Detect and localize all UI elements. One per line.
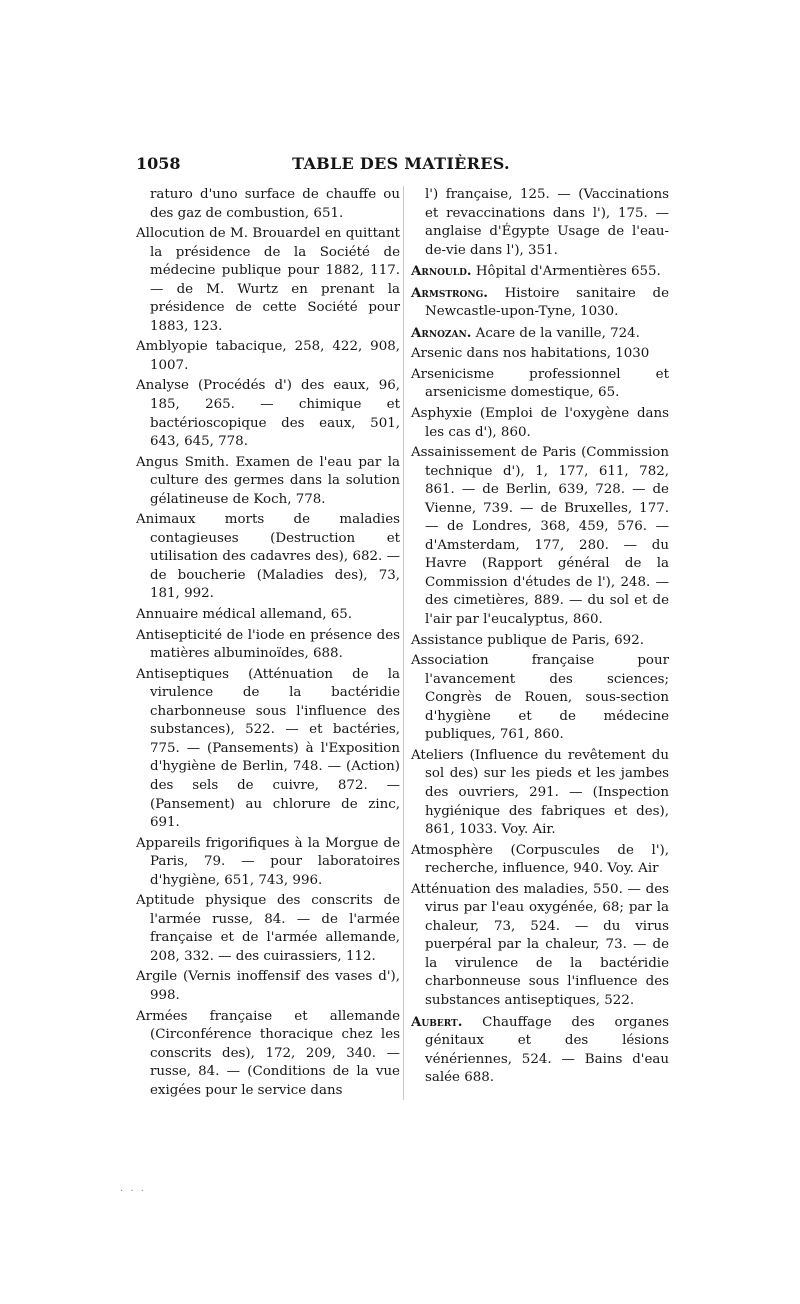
entry-text: Allocution de M. Brouardel en quittant la présidence de la Société de médecine publique pour 1882, 117. — de M. Wurtz en prenant la présidence de cette Société pour 1883, 123. (136, 226, 400, 334)
index-entry (411, 652, 669, 745)
entry-text: Analyse (Procédés d') des eaux, 96, 185, 265. — chimique et bactérioscopique des eaux, 501, 643, 645, 778. (136, 378, 400, 450)
index-entry (136, 606, 400, 625)
index-entry (136, 377, 400, 451)
author-name: Aubert. (411, 1013, 463, 1030)
index-entry (136, 666, 400, 833)
index-entry (136, 892, 400, 966)
index-entry (411, 366, 669, 403)
author-name: Armstrong. (411, 284, 488, 301)
index-entry (411, 632, 669, 651)
index-column-right (411, 186, 669, 1090)
index-entry (411, 284, 669, 322)
index-entry (411, 186, 669, 260)
entry-text: Angus Smith. Examen de l'eau par la culture des germes dans la solution gélatineuse de Koch, 778. (136, 454, 400, 507)
index-entry (136, 627, 400, 664)
index-entry (411, 1013, 669, 1088)
entry-text: Association française pour l'avancement des sciences; Congrès de Rouen, sous-section d'hygiène et de médecine publiques, 761, 860. (411, 653, 669, 743)
entry-text: Animaux morts de maladies contagieuses (Destruction et utilisation des cadavres des), 682. — de boucherie (Maladies des), 73, 181, 992. (136, 512, 400, 602)
index-entry (136, 225, 400, 336)
author-name: Arnozan. (411, 324, 472, 341)
entry-text: Annuaire médical allemand, 65. (136, 607, 353, 623)
entry-text: Asphyxie (Emploi de l'oxygène dans les cas d'), 860. (411, 406, 669, 440)
index-entry (411, 405, 669, 442)
entry-text: Acare de la vanille, 724. (471, 325, 640, 341)
index-entry (136, 1008, 400, 1101)
stray-mark: · · · (120, 1186, 146, 1197)
entry-text: Chauffage des organes génitaux et des lésions vénériennes, 524. — Bains d'eau salée 688. (425, 1014, 669, 1086)
entry-text: Appareils frigorifiques à la Morgue de Paris, 79. — pour laboratoires d'hygiène, 651, 743, 996. (136, 835, 400, 888)
entry-text: Argile (Vernis inoffensif des vases d'), 998. (136, 969, 400, 1003)
entry-text: Antisepticité de l'iode en présence des matières albuminoïdes, 688. (136, 627, 400, 662)
index-entry (411, 881, 669, 1011)
index-entry (136, 338, 400, 375)
entry-text: Aptitude physique des conscrits de l'armée russe, 84. — de l'armée française et de l'armée allemande, 208, 332. — des cuirassiers, 112. (136, 893, 400, 964)
entry-text: Antiseptiques (Atténuation de la virulence de la bactéridie charbonneuse sous l'influence des substances), 522. — et bactéries, 775. — (Pansements) à l'Exposition d'hygiène de Berlin, 748. — (Action) des sels de cuivre, 872. — (Pansement) au chlorure de zinc, 691. (136, 666, 400, 831)
entry-text: l') française, 125. — (Vaccinations et revaccinations dans l'), 175. — anglaise d'Égypte Usage de l'eau-de-vie dans l'), 351. (425, 187, 669, 258)
index-column-left (136, 186, 400, 1102)
author-name: Arnould. (411, 263, 472, 280)
entry-text: Arsenicisme professionnel et arsenicisme domestique, 65. (411, 366, 669, 401)
column-divider (403, 186, 404, 1100)
entry-text: Arsenic dans nos habitations, 1030 (411, 346, 650, 362)
page-number: 1058 (136, 154, 181, 173)
running-title: TABLE DES MATIÈRES. (292, 154, 510, 173)
index-entry (411, 444, 669, 629)
index-entry (411, 747, 669, 840)
entry-text: Assainissement de Paris (Commission technique d'), 1, 177, 611, 782, 861. — de Berlin, 639, 728. — de Vienne, 739. — de Bruxelles, 177. — de Londres, 368, 459, 576. — d'Amsterdam, 177, 280. — du Havre (Rapport général de la Commission d'études de l'), 248. — des cimetières, 889. — du sol et de l'air par l'eucalyptus, 860. (411, 445, 669, 628)
index-entry (411, 324, 669, 344)
entry-text: Hôpital d'Armentières 655. (471, 264, 661, 280)
index-entry (136, 454, 400, 510)
entry-text: Atmosphère (Corpuscules de l'), recherche, influence, 940. Voy. Air (411, 842, 669, 877)
entry-text: Assistance publique de Paris, 692. (411, 632, 644, 648)
index-entry (136, 835, 400, 891)
entry-text: Armées française et allemande (Circonférence thoracique chez les conscrits des), 172, 209, 340. — russe, 84. — (Conditions de la vue exigées pour le service dans (136, 1008, 400, 1098)
index-entry (136, 968, 400, 1005)
index-entry (136, 186, 400, 223)
index-entry (411, 262, 669, 282)
index-entry (136, 511, 400, 604)
index-entry (411, 842, 669, 879)
entry-text: Histoire sanitaire de Newcastle-upon-Tyne, 1030. (425, 285, 669, 320)
entry-text: Ateliers (Influence du revêtement du sol des) sur les pieds et les jambes des ouvriers, 291. — (Inspection hygiénique des fabriques et des), 861, 1033. Voy. Air. (411, 747, 669, 838)
index-entry (411, 345, 669, 364)
entry-text: Atténuation des maladies, 550. — des virus par l'eau oxygénée, 68; par la chaleur, 73, 524. — du virus puerpéral par la chaleur, 73. — de la virulence de la bactéridie charbonneuse sous l'influence des substances antiseptiques, 522. (411, 881, 669, 1008)
page-header (136, 154, 662, 180)
entry-text: raturo d'uno surface de chauffe ou des gaz de combustion, 651. (150, 187, 400, 221)
entry-text: Amblyopie tabacique, 258, 422, 908, 1007. (136, 339, 400, 373)
